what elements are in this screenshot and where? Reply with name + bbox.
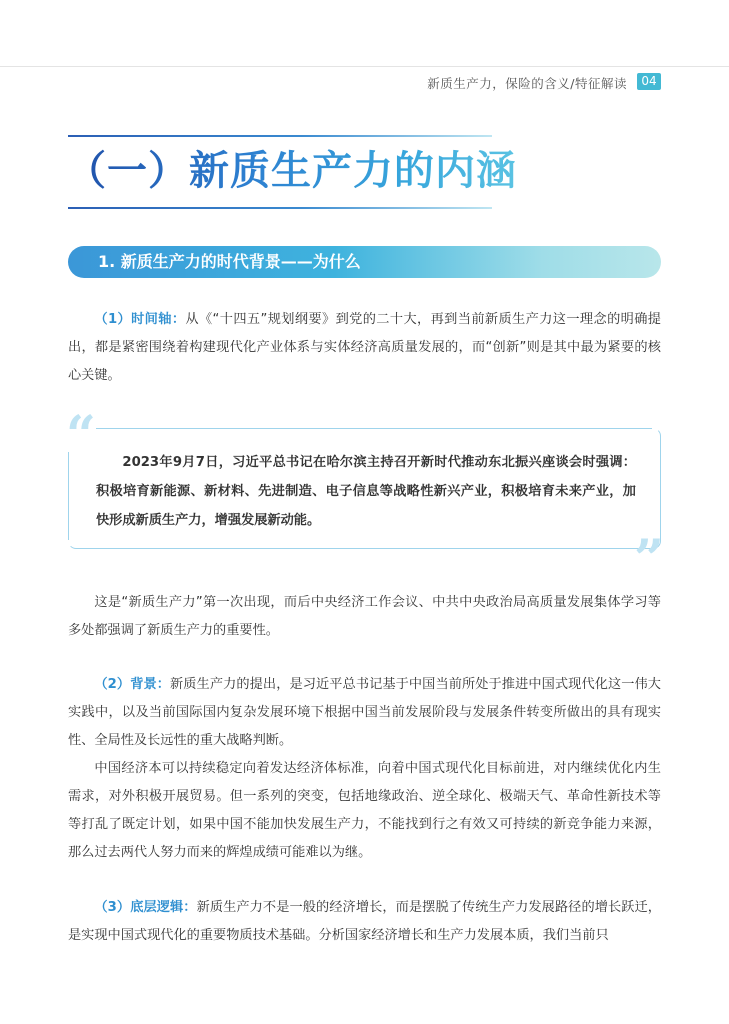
paragraph-label-timeline: （1）时间轴：: [94, 312, 186, 327]
paragraph-first-appearance: 这是“新质生产力”第一次出现，而后中央经济工作会议、中共中央政治局高质量发展集体学习等多处都强调了新质生产力的重要性。: [68, 595, 661, 638]
title-bottom-rule: [68, 207, 492, 209]
paragraph-label-logic: （3）底层逻辑：: [94, 900, 197, 915]
paragraph-background: [68, 671, 661, 755]
open-quote-icon: “: [66, 405, 96, 466]
subheading-title: 1. 新质生产力的时代背景——为什么: [98, 252, 361, 271]
page-number-badge: 04: [637, 73, 661, 90]
paragraph-logic: [68, 894, 661, 950]
header-divider: [0, 66, 729, 67]
paragraph-timeline: [68, 306, 661, 390]
close-quote-icon: ”: [634, 529, 664, 590]
paragraph-economy: 中国经济本可以持续稳定向着发达经济体标准，向着中国式现代化目标前进，对内继续优化内生需求，对外积极开展贸易。但一系列的突变，包括地缘政治、逆全球化、极端天气、革命性新技术等等打乱了既定计划，如果中国不能加快发展生产力，不能找到行之有效又可持续的新竞争能力来源，那么过去两代人努力而来的辉煌成绩可能难以为继。: [68, 761, 661, 860]
paragraph-label-background: （2）背景：: [94, 677, 171, 692]
quote-text: 2023年9月7日，习近平总书记在哈尔滨主持召开新时代推动东北振兴座谈会时强调：积极培育新能源、新材料、先进制造、电子信息等战略性新兴产业，积极培育未来产业，加快形成新质生产力，增强发展新动能。: [96, 455, 636, 528]
paragraph-text-logic: 新质生产力不是一般的经济增长，而是摆脱了传统生产力发展路径的增长跃迁，是实现中国式现代化的重要物质技术基础。分析国家经济增长和生产力发展本质，我们当前只: [68, 900, 661, 943]
section-title: （一）新质生产力的内涵: [66, 142, 517, 200]
paragraph-text-background: 新质生产力的提出，是习近平总书记基于中国当前所处于推进中国式现代化这一伟大实践中，以及当前国际国内复杂发展环境下根据中国当前发展阶段与发展条件转变所做出的具有现实性、全局性及长远性的重大战略判断。: [68, 677, 661, 748]
running-title: 新质生产力，保险的含义/特征解读: [427, 76, 627, 91]
paragraph-text-timeline: 从《“十四五”规划纲要》到党的二十大，再到当前新质生产力这一理念的明确提出，都是紧密围绕着构建现代化产业体系与实体经济高质量发展的，而“创新”则是其中最为紧要的核心关键。: [68, 312, 661, 383]
title-top-rule: [68, 135, 492, 137]
